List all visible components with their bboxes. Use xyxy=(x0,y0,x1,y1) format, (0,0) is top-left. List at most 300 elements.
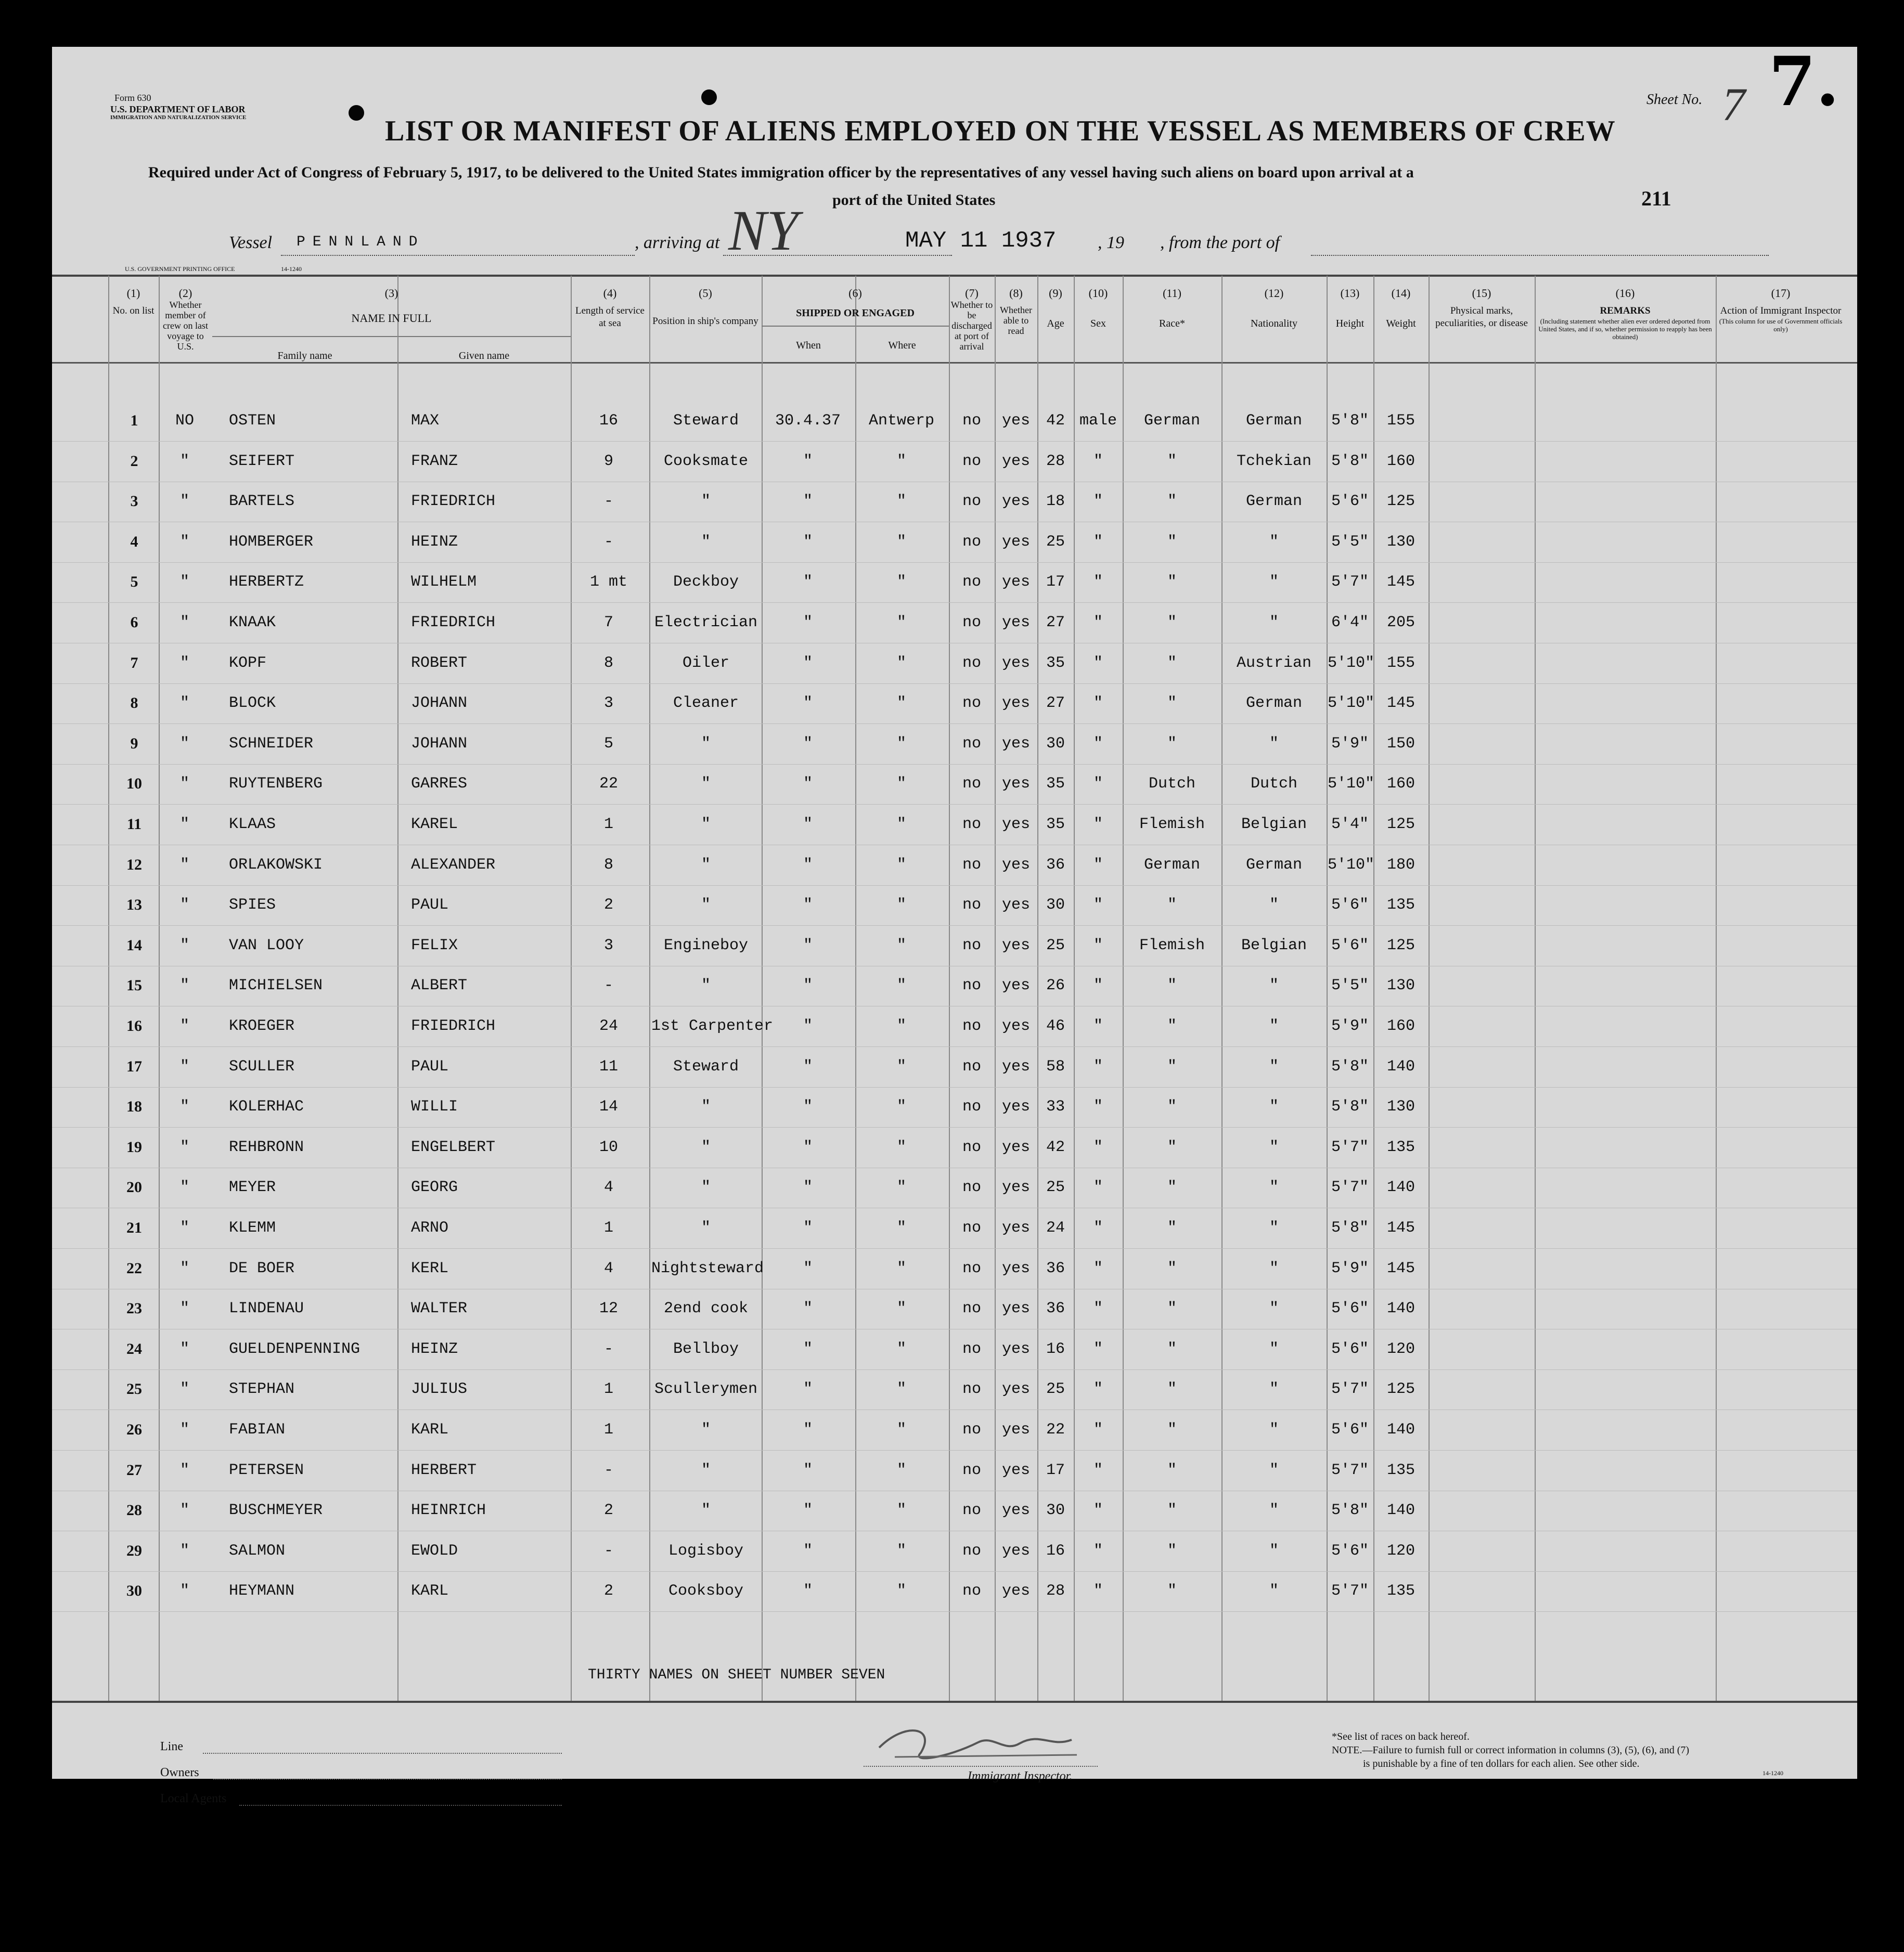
cell-length-of-service: 10 xyxy=(599,1138,618,1156)
cell-height: 5'8" xyxy=(1331,1098,1369,1116)
cell-crew-last-voyage: " xyxy=(179,1259,189,1277)
table-row xyxy=(52,965,1857,1006)
cell-family-name: BUSCHMEYER xyxy=(229,1502,323,1520)
cell-nationality: " xyxy=(1269,1017,1279,1035)
cell-shipped-where: " xyxy=(896,533,906,551)
cell-nationality: " xyxy=(1269,1138,1279,1156)
cell-length-of-service: - xyxy=(603,1542,613,1560)
cell-row-number: 1 xyxy=(130,412,138,429)
cell-able-to-read: yes xyxy=(1001,816,1030,833)
cell-crew-last-voyage: " xyxy=(179,1179,189,1197)
col-name-header: (3) NAME IN FULL xyxy=(351,287,432,325)
cell-shipped-where: " xyxy=(896,1542,906,1560)
inspector-label: Immigrant Inspector. xyxy=(968,1769,1073,1783)
table-row xyxy=(52,723,1857,765)
cell-crew-last-voyage: " xyxy=(179,694,189,713)
cell-shipped-where: " xyxy=(896,573,906,591)
cell-nationality: " xyxy=(1269,896,1279,914)
cell-position: " xyxy=(701,1098,711,1116)
cell-discharged: no xyxy=(962,1219,981,1237)
table-row xyxy=(52,441,1857,482)
cell-crew-last-voyage: " xyxy=(179,775,189,793)
cell-weight: 130 xyxy=(1386,1098,1415,1116)
cell-age: 16 xyxy=(1046,1340,1065,1358)
cell-crew-last-voyage: " xyxy=(179,1461,189,1479)
cell-length-of-service: 16 xyxy=(599,412,618,430)
cell-family-name: GUELDENPENNING xyxy=(229,1340,361,1358)
cell-weight: 205 xyxy=(1386,614,1415,631)
cell-shipped-where: " xyxy=(896,1461,906,1479)
cell-shipped-where: " xyxy=(896,1340,906,1358)
cell-height: 5'9" xyxy=(1331,1017,1369,1035)
cell-nationality: Belgian xyxy=(1241,816,1307,833)
punch-hole xyxy=(701,89,717,105)
cell-discharged: no xyxy=(962,412,981,430)
cell-age: 36 xyxy=(1046,1259,1065,1277)
cell-family-name: HERBERTZ xyxy=(229,573,304,591)
name-divider xyxy=(212,336,571,337)
cell-age: 36 xyxy=(1046,856,1065,874)
cell-nationality: German xyxy=(1245,493,1303,511)
cell-able-to-read: yes xyxy=(1001,896,1030,914)
cell-sex: " xyxy=(1093,856,1103,874)
table-row xyxy=(52,1531,1857,1572)
cell-length-of-service: 2 xyxy=(603,1502,613,1520)
cell-sex: " xyxy=(1093,1219,1103,1237)
cell-discharged: no xyxy=(962,493,981,511)
cell-weight: 125 xyxy=(1386,1380,1415,1399)
cell-nationality: " xyxy=(1269,1219,1279,1237)
cell-length-of-service: 3 xyxy=(603,936,613,954)
cell-shipped-when: " xyxy=(803,573,813,591)
cell-age: 35 xyxy=(1046,775,1065,793)
cell-length-of-service: 11 xyxy=(599,1057,618,1076)
inspector-signature xyxy=(874,1711,1092,1768)
local-agents-label: Local Agents xyxy=(160,1792,227,1805)
cell-height: 5'6" xyxy=(1331,896,1369,914)
cell-height: 6'4" xyxy=(1331,614,1369,631)
cell-weight: 140 xyxy=(1386,1057,1415,1076)
cell-shipped-when: " xyxy=(803,694,813,713)
table-row xyxy=(52,400,1857,442)
cell-race: " xyxy=(1167,1017,1177,1035)
cell-position: Electrician xyxy=(654,614,758,631)
cell-shipped-when: " xyxy=(803,1461,813,1479)
cell-family-name: SCHNEIDER xyxy=(229,734,314,753)
cell-age: 22 xyxy=(1046,1421,1065,1439)
cell-nationality: German xyxy=(1245,856,1303,874)
vessel-label: Vessel xyxy=(229,233,273,252)
cell-shipped-where: " xyxy=(896,1259,906,1277)
cell-age: 17 xyxy=(1046,573,1065,591)
cell-age: 27 xyxy=(1046,614,1065,631)
cell-position: Nightsteward xyxy=(651,1259,764,1277)
cell-crew-last-voyage: " xyxy=(179,1502,189,1520)
table-row xyxy=(52,1571,1857,1612)
manifest-sheet xyxy=(52,42,1857,1805)
cell-race: " xyxy=(1167,1179,1177,1197)
cell-shipped-where: " xyxy=(896,1300,906,1318)
table-row xyxy=(52,804,1857,845)
cell-length-of-service: 1 xyxy=(603,1421,613,1439)
cell-sex: " xyxy=(1093,1340,1103,1358)
cell-given-name: KARL xyxy=(411,1582,449,1600)
cell-nationality: Austrian xyxy=(1236,654,1312,672)
cell-shipped-when: " xyxy=(803,1300,813,1318)
cell-discharged: no xyxy=(962,1300,981,1318)
cell-able-to-read: yes xyxy=(1001,936,1030,954)
cell-length-of-service: 2 xyxy=(603,896,613,914)
cell-sex: " xyxy=(1093,452,1103,470)
cell-row-number: 5 xyxy=(130,573,138,591)
cell-race: " xyxy=(1167,1582,1177,1600)
cell-height: 5'6" xyxy=(1331,1542,1369,1560)
cell-discharged: no xyxy=(962,533,981,551)
cell-length-of-service: - xyxy=(603,533,613,551)
cell-crew-last-voyage: " xyxy=(179,734,189,753)
cell-discharged: no xyxy=(962,977,981,995)
cell-able-to-read: yes xyxy=(1001,1219,1030,1237)
cell-weight: 145 xyxy=(1386,573,1415,591)
arriving-port-handwritten: NY xyxy=(728,199,799,262)
cell-shipped-when: " xyxy=(803,1138,813,1156)
cell-row-number: 26 xyxy=(126,1421,142,1438)
cell-shipped-when: " xyxy=(803,452,813,470)
cell-discharged: no xyxy=(962,1502,981,1520)
owners-underline xyxy=(213,1779,562,1780)
cell-given-name: JULIUS xyxy=(411,1380,468,1399)
cell-position: " xyxy=(701,775,711,793)
col-weight-header: (14) Weight xyxy=(1386,287,1416,329)
cell-shipped-where: " xyxy=(896,1057,906,1076)
cell-height: 5'10" xyxy=(1328,694,1375,713)
cell-row-number: 20 xyxy=(126,1179,142,1196)
cell-family-name: HEYMANN xyxy=(229,1582,295,1600)
cell-race: " xyxy=(1167,533,1177,551)
cell-able-to-read: yes xyxy=(1001,1461,1030,1479)
cell-height: 5'10" xyxy=(1328,654,1375,672)
note-text xyxy=(1332,1744,1689,1756)
cell-height: 5'8" xyxy=(1331,1219,1369,1237)
cell-row-number: 21 xyxy=(126,1219,142,1236)
cell-able-to-read: yes xyxy=(1001,1259,1030,1277)
cell-shipped-where: " xyxy=(896,654,906,672)
cell-nationality: German xyxy=(1245,694,1303,713)
cell-length-of-service: 14 xyxy=(599,1098,618,1116)
cell-shipped-when: " xyxy=(803,896,813,914)
cell-height: 5'10" xyxy=(1328,775,1375,793)
cell-shipped-when: " xyxy=(803,1421,813,1439)
cell-shipped-where: " xyxy=(896,775,906,793)
cell-length-of-service: 24 xyxy=(599,1017,618,1035)
cell-shipped-when: 30.4.37 xyxy=(775,412,841,430)
cell-position: " xyxy=(701,1461,711,1479)
cell-age: 24 xyxy=(1046,1219,1065,1237)
cell-able-to-read: yes xyxy=(1001,493,1030,511)
cell-position: Steward xyxy=(673,412,739,430)
cell-length-of-service: 3 xyxy=(603,694,613,713)
cell-able-to-read: yes xyxy=(1001,1502,1030,1520)
cell-sex: " xyxy=(1093,1502,1103,1520)
cell-shipped-when: " xyxy=(803,1340,813,1358)
cell-length-of-service: 1 mt xyxy=(589,573,627,591)
cell-age: 28 xyxy=(1046,1582,1065,1600)
cell-race: " xyxy=(1167,977,1177,995)
cell-age: 26 xyxy=(1046,977,1065,995)
cell-row-number: 6 xyxy=(130,614,138,631)
cell-row-number: 8 xyxy=(130,694,138,712)
cell-family-name: LINDENAU xyxy=(229,1300,304,1318)
cell-nationality: " xyxy=(1269,1582,1279,1600)
cell-crew-last-voyage: " xyxy=(179,1057,189,1076)
races-note: *See list of races on back hereof. xyxy=(1332,1731,1470,1742)
vessel-underline xyxy=(281,255,635,256)
cell-position: " xyxy=(701,977,711,995)
cell-race: " xyxy=(1167,1421,1177,1439)
cell-sex: " xyxy=(1093,1017,1103,1035)
cell-shipped-when: " xyxy=(803,1502,813,1520)
cell-length-of-service: 7 xyxy=(603,614,613,631)
cell-height: 5'7" xyxy=(1331,1179,1369,1197)
cell-shipped-when: " xyxy=(803,1057,813,1076)
cell-sex: " xyxy=(1093,977,1103,995)
cell-nationality: German xyxy=(1245,412,1303,430)
cell-age: 30 xyxy=(1046,896,1065,914)
punch-hole xyxy=(349,105,364,121)
cell-shipped-when: " xyxy=(803,533,813,551)
arriving-underline xyxy=(723,255,952,256)
cell-shipped-when: " xyxy=(803,1098,813,1116)
cell-family-name: VAN LOOY xyxy=(229,936,304,954)
cell-row-number: 24 xyxy=(126,1340,142,1358)
cell-shipped-where: " xyxy=(896,452,906,470)
cell-discharged: no xyxy=(962,1138,981,1156)
cell-shipped-where: " xyxy=(896,816,906,833)
cell-weight: 120 xyxy=(1386,1542,1415,1560)
col-service-header: (4) Length of service at sea xyxy=(575,287,645,329)
cell-shipped-where: " xyxy=(896,1380,906,1399)
cell-discharged: no xyxy=(962,573,981,591)
cell-race: " xyxy=(1167,694,1177,713)
cell-height: 5'9" xyxy=(1331,734,1369,753)
cell-position: " xyxy=(701,1179,711,1197)
cell-age: 17 xyxy=(1046,1461,1065,1479)
cell-given-name: WILHELM xyxy=(411,573,477,591)
cell-crew-last-voyage: " xyxy=(179,573,189,591)
cell-height: 5'7" xyxy=(1331,1138,1369,1156)
cell-given-name: ENGELBERT xyxy=(411,1138,496,1156)
cell-crew-last-voyage: " xyxy=(179,896,189,914)
cell-race: " xyxy=(1167,1057,1177,1076)
cell-shipped-when: " xyxy=(803,1179,813,1197)
cell-weight: 125 xyxy=(1386,493,1415,511)
cell-height: 5'5" xyxy=(1331,533,1369,551)
cell-nationality: " xyxy=(1269,1259,1279,1277)
cell-family-name: KNAAK xyxy=(229,614,276,631)
cell-given-name: FRIEDRICH xyxy=(411,614,496,631)
cell-crew-last-voyage: " xyxy=(179,1138,189,1156)
cell-sex: " xyxy=(1093,936,1103,954)
cell-nationality: " xyxy=(1269,1340,1279,1358)
sheet-number-large: 7. xyxy=(1769,42,1839,121)
cell-shipped-where: " xyxy=(896,896,906,914)
cell-length-of-service: 12 xyxy=(599,1300,618,1318)
cell-age: 35 xyxy=(1046,816,1065,833)
cell-discharged: no xyxy=(962,1259,981,1277)
department-label: U.S. DEPARTMENT OF LABOR xyxy=(110,104,246,114)
cell-row-number: 16 xyxy=(126,1017,142,1035)
cell-race: " xyxy=(1167,1502,1177,1520)
cell-given-name: ALBERT xyxy=(411,977,468,995)
cell-length-of-service: 5 xyxy=(603,734,613,753)
cell-family-name: REHBRONN xyxy=(229,1138,304,1156)
cell-discharged: no xyxy=(962,654,981,672)
table-row xyxy=(52,1167,1857,1208)
cell-family-name: MEYER xyxy=(229,1179,276,1197)
cell-nationality: " xyxy=(1269,1421,1279,1439)
cell-family-name: SCULLER xyxy=(229,1057,295,1076)
cell-shipped-when: " xyxy=(803,1017,813,1035)
cell-discharged: no xyxy=(962,694,981,713)
cell-row-number: 19 xyxy=(126,1138,142,1156)
col-remarks-header: (16) REMARKS (Including statement whether alien ever ordered deported from United States, and if so, whether permission to reapply has been obtained) xyxy=(1538,287,1712,341)
cell-length-of-service: - xyxy=(603,1461,613,1479)
table-row xyxy=(52,1006,1857,1047)
cell-discharged: no xyxy=(962,856,981,874)
col-action-header: (17) Action of Immigrant Inspector (This column for use of Government officials only) xyxy=(1719,287,1843,333)
cell-weight: 125 xyxy=(1386,936,1415,954)
cell-age: 42 xyxy=(1046,412,1065,430)
cell-nationality: " xyxy=(1269,1098,1279,1116)
cell-able-to-read: yes xyxy=(1001,1340,1030,1358)
cell-length-of-service: 1 xyxy=(603,1219,613,1237)
cell-weight: 180 xyxy=(1386,856,1415,874)
table-row xyxy=(52,1450,1857,1491)
cell-given-name: ARNO xyxy=(411,1219,449,1237)
cell-race: " xyxy=(1167,654,1177,672)
cell-shipped-where: " xyxy=(896,614,906,631)
cell-weight: 135 xyxy=(1386,1461,1415,1479)
printing-office: U.S. GOVERNMENT PRINTING OFFICE xyxy=(125,265,235,273)
cell-race: German xyxy=(1143,856,1201,874)
cell-family-name: ORLAKOWSKI xyxy=(229,856,323,874)
cell-nationality: Tchekian xyxy=(1236,452,1312,470)
cell-position: Steward xyxy=(673,1057,739,1076)
cell-nationality: " xyxy=(1269,1502,1279,1520)
cell-position: " xyxy=(701,1421,711,1439)
col-race-header: (11) Race* xyxy=(1159,287,1185,329)
cell-crew-last-voyage: " xyxy=(179,452,189,470)
cell-position: Deckboy xyxy=(673,573,739,591)
cell-nationality: " xyxy=(1269,1380,1279,1399)
cell-able-to-read: yes xyxy=(1001,533,1030,551)
cell-given-name: EWOLD xyxy=(411,1542,458,1560)
cell-height: 5'10" xyxy=(1328,856,1375,874)
cell-sex: male xyxy=(1079,412,1117,430)
cell-race: " xyxy=(1167,734,1177,753)
cell-age: 25 xyxy=(1046,533,1065,551)
inspector-underline xyxy=(864,1766,1098,1767)
cell-discharged: no xyxy=(962,614,981,631)
cell-sex: " xyxy=(1093,1461,1103,1479)
cell-position: 2end cook xyxy=(663,1300,749,1318)
cell-given-name: JOHANN xyxy=(411,694,468,713)
cell-given-name: JOHANN xyxy=(411,734,468,753)
note-text-2: is punishable by a fine of ten dollars for each alien. See other side. xyxy=(1363,1758,1640,1769)
cell-family-name: SEIFERT xyxy=(229,452,295,470)
cell-race: " xyxy=(1167,1542,1177,1560)
cell-weight: 160 xyxy=(1386,1017,1415,1035)
table-row xyxy=(52,1127,1857,1168)
cell-nationality: " xyxy=(1269,1179,1279,1197)
cell-age: 35 xyxy=(1046,654,1065,672)
cell-sex: " xyxy=(1093,1582,1103,1600)
cell-family-name: MICHIELSEN xyxy=(229,977,323,995)
cell-discharged: no xyxy=(962,1340,981,1358)
cell-height: 5'8" xyxy=(1331,452,1369,470)
cell-able-to-read: yes xyxy=(1001,1179,1030,1197)
cell-crew-last-voyage: " xyxy=(179,1219,189,1237)
cell-discharged: no xyxy=(962,936,981,954)
cell-position: Cooksboy xyxy=(668,1582,744,1600)
cell-nationality: " xyxy=(1269,614,1279,631)
cell-age: 25 xyxy=(1046,1179,1065,1197)
footer-rule xyxy=(52,1701,1857,1703)
cell-position: " xyxy=(701,493,711,511)
cell-sex: " xyxy=(1093,1542,1103,1560)
table-row xyxy=(52,925,1857,966)
header-bottom-rule xyxy=(52,362,1857,364)
cell-weight: 135 xyxy=(1386,1138,1415,1156)
cell-able-to-read: yes xyxy=(1001,1421,1030,1439)
col-read-header: (8) Whether able to read xyxy=(1000,287,1032,336)
cell-family-name: HOMBERGER xyxy=(229,533,314,551)
line-label: Line xyxy=(160,1740,183,1753)
cell-shipped-when: " xyxy=(803,1380,813,1399)
cell-height: 5'7" xyxy=(1331,1461,1369,1479)
cell-position: Oiler xyxy=(682,654,729,672)
cell-given-name: KERL xyxy=(411,1259,449,1277)
cell-position: Scullerymen xyxy=(654,1380,758,1399)
cell-nationality: " xyxy=(1269,1057,1279,1076)
cell-length-of-service: 1 xyxy=(603,1380,613,1399)
cell-height: 5'8" xyxy=(1331,1057,1369,1076)
cell-sex: " xyxy=(1093,1300,1103,1318)
cell-nationality: " xyxy=(1269,1300,1279,1318)
cell-sex: " xyxy=(1093,493,1103,511)
cell-given-name: FELIX xyxy=(411,936,458,954)
cell-age: 25 xyxy=(1046,1380,1065,1399)
cell-given-name: ALEXANDER xyxy=(411,856,496,874)
cell-able-to-read: yes xyxy=(1001,1057,1030,1076)
cell-position: " xyxy=(701,856,711,874)
cell-given-name: WILLI xyxy=(411,1098,458,1116)
cell-given-name: PAUL xyxy=(411,896,449,914)
cell-row-number: 14 xyxy=(126,936,142,954)
cell-age: 16 xyxy=(1046,1542,1065,1560)
cell-age: 33 xyxy=(1046,1098,1065,1116)
cell-row-number: 7 xyxy=(130,654,138,671)
cell-able-to-read: yes xyxy=(1001,1017,1030,1035)
cell-age: 30 xyxy=(1046,734,1065,753)
table-row xyxy=(52,1248,1857,1289)
cell-race: " xyxy=(1167,1219,1177,1237)
cell-given-name: HEINRICH xyxy=(411,1502,486,1520)
cell-family-name: PETERSEN xyxy=(229,1461,304,1479)
cell-shipped-when: " xyxy=(803,493,813,511)
cell-able-to-read: yes xyxy=(1001,1098,1030,1116)
cell-nationality: Dutch xyxy=(1250,775,1297,793)
